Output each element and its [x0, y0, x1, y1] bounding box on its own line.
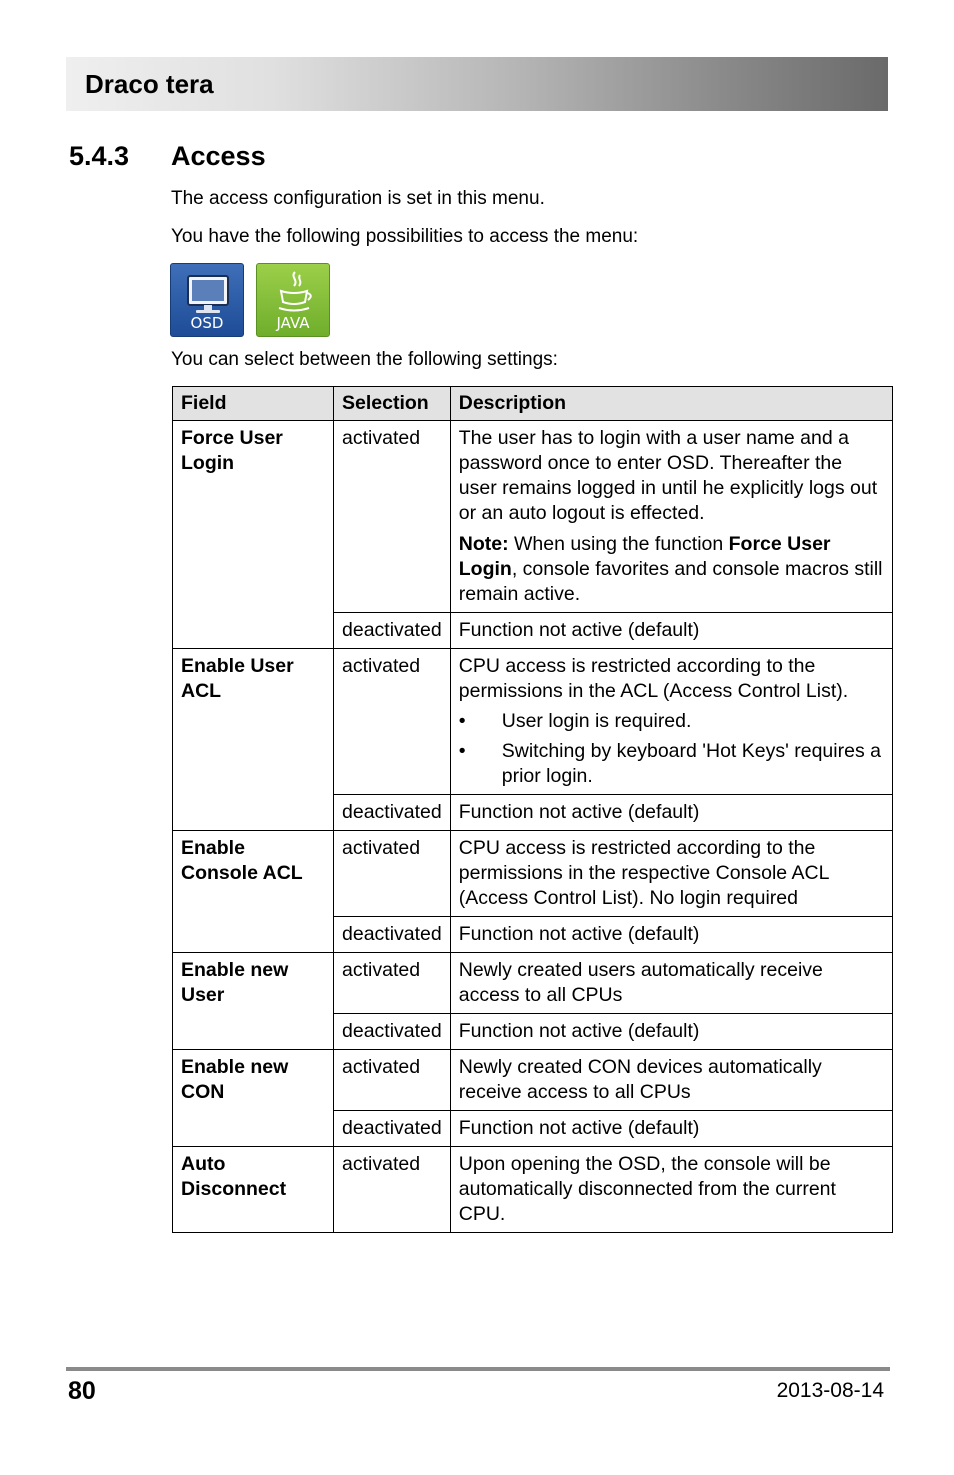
bullet-symbol: •: [458, 740, 466, 762]
selection-cell: deactivated: [334, 613, 451, 649]
table-row: [173, 1050, 893, 1111]
description-cell: [450, 421, 892, 613]
bullet-text: User login is required.: [501, 710, 692, 732]
section-number: 5.4.3: [69, 141, 130, 171]
header-description: Description: [450, 387, 892, 421]
access-paragraph: You have the following possibilities to access the menu:: [171, 226, 639, 247]
header-field: Field: [173, 387, 334, 421]
page-number: 80: [68, 1377, 96, 1405]
table-row: [173, 1147, 893, 1233]
java-caption: JAVA: [276, 314, 310, 332]
selection-cell: activated: [334, 1147, 451, 1233]
note-text: [459, 532, 884, 607]
section-title: Access: [171, 141, 266, 171]
note-post: , console favorites and console macros still remain active.: [458, 558, 883, 605]
osd-caption: OSD: [190, 314, 224, 332]
description-cell: Newly created CON devices automatically receive access to all CPUs: [450, 1050, 892, 1111]
settings-table: [172, 386, 893, 1233]
table-row: [173, 831, 893, 917]
description-cell: Function not active (default): [450, 795, 892, 831]
selection-cell: deactivated: [334, 917, 451, 953]
description-cell: Function not active (default): [450, 917, 892, 953]
field-auto-disconnect: Auto Disconnect: [173, 1147, 334, 1233]
settings-paragraph: You can select between the following settings:: [171, 349, 558, 370]
bullet-symbol: •: [458, 710, 466, 732]
selection-cell: activated: [334, 649, 451, 795]
description-cell: CPU access is restricted according to the permissions in the respective Console ACL (Access Control List). No login required: [450, 831, 892, 917]
intro-paragraph: The access configuration is set in this menu.: [171, 188, 545, 209]
footer-rule: [66, 1367, 890, 1371]
description-text: The user has to login with a user name and a password once to enter OSD. Thereafter the user remains logged in until he explicitly logs out or an auto logout is effected.: [458, 427, 878, 524]
selection-cell: activated: [334, 1050, 451, 1111]
field-enable-user-acl: Enable User ACL: [173, 649, 334, 831]
selection-cell: activated: [334, 831, 451, 917]
description-text: CPU access is restricted according to the permissions in the ACL (Access Control List).: [458, 655, 849, 702]
bullet-item: [459, 709, 884, 734]
header-band: [66, 57, 888, 111]
bullet-text: Switching by keyboard 'Hot Keys' requires a prior login.: [501, 740, 881, 787]
table-row: [173, 953, 893, 1014]
osd-access-icon: [170, 263, 244, 337]
selection-cell: activated: [334, 421, 451, 613]
description-cell: Upon opening the OSD, the console will be automatically disconnected from the current CPU.: [450, 1147, 892, 1233]
field-force-user-login: Force User Login: [173, 421, 334, 649]
table-row: [173, 649, 893, 795]
field-enable-new-user: Enable new User: [173, 953, 334, 1050]
header-selection: Selection: [334, 387, 451, 421]
selection-cell: deactivated: [334, 1014, 451, 1050]
note-label: Note:: [458, 533, 509, 555]
description-cell: Function not active (default): [450, 613, 892, 649]
description-cell: Newly created users automatically receive access to all CPUs: [450, 953, 892, 1014]
bullet-item: [459, 739, 884, 789]
selection-cell: activated: [334, 953, 451, 1014]
java-access-icon: [256, 263, 330, 337]
selection-cell: deactivated: [334, 1111, 451, 1147]
description-cell: Function not active (default): [450, 1111, 892, 1147]
note-pre: When using the function: [508, 533, 729, 555]
selection-cell: deactivated: [334, 795, 451, 831]
description-cell: [450, 649, 892, 795]
field-enable-console-acl: Enable Console ACL: [173, 831, 334, 953]
header-title: Draco tera: [85, 69, 214, 99]
section-heading: [69, 141, 266, 172]
footer-date: 2013-08-14: [776, 1379, 884, 1402]
field-enable-new-con: Enable new CON: [173, 1050, 334, 1147]
table-header-row: [173, 387, 893, 421]
note-bold: Force User Login: [458, 533, 831, 580]
description-cell: Function not active (default): [450, 1014, 892, 1050]
table-row: [173, 421, 893, 613]
